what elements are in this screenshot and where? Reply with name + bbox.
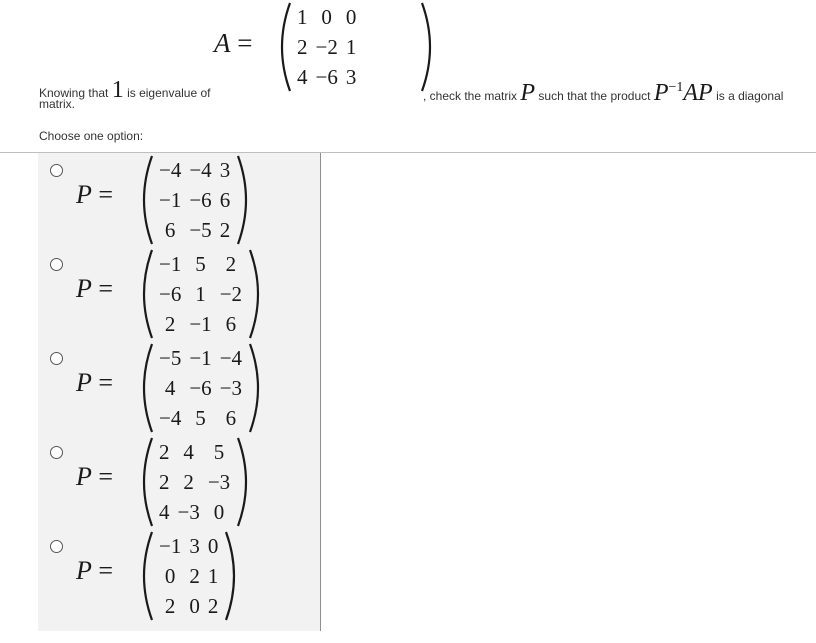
option-3-label: P = — [76, 368, 114, 397]
option-4-entry-3-2: −3 — [177, 500, 200, 524]
option-2-entry-1-3: 2 — [225, 252, 237, 276]
matrix-a-entry-1-1: 1 — [297, 5, 308, 29]
option-3-entry-2-1: 4 — [164, 376, 176, 400]
option-3-entry-1-2: −1 — [189, 346, 212, 370]
option-1-entry-2-1: −1 — [159, 188, 182, 212]
eigenvalue-value: 1 — [111, 77, 124, 103]
option-2-matrix-entries — [155, 249, 246, 339]
option-5-entry-1-2: 3 — [189, 534, 200, 558]
option-4-entry-1-3: 5 — [213, 440, 225, 464]
option-3-entry-3-2: 5 — [195, 406, 206, 430]
option-2-row-3 — [155, 309, 246, 339]
matrix-a-entry-3-1: 4 — [297, 65, 308, 89]
option-5-entry-3-2: 0 — [189, 594, 200, 618]
option-3-matrix-entries — [155, 343, 246, 433]
option-3-entry-1-1: −5 — [159, 346, 182, 370]
p-symbol: P — [520, 80, 536, 106]
option-3-row-2 — [155, 373, 246, 403]
option-2[interactable] — [38, 247, 320, 341]
option-5-entry-1-3: 0 — [207, 534, 219, 558]
option-4-entry-1-2: 4 — [183, 440, 194, 464]
radio-button-option-1[interactable] — [50, 164, 63, 177]
option-5-entry-3-1: 2 — [164, 594, 176, 618]
option-2-entry-3-1: 2 — [164, 312, 176, 336]
option-4-entry-3-1: 4 — [159, 500, 170, 524]
option-5-entry-3-3: 2 — [207, 594, 219, 618]
option-1-matrix-entries — [155, 155, 234, 245]
radio-button-option-2[interactable] — [50, 258, 63, 271]
option-2-row-1 — [155, 249, 246, 279]
option-2-entry-2-1: −6 — [159, 282, 182, 306]
option-1-entry-3-3: 2 — [219, 218, 231, 242]
option-5-entry-2-3: 1 — [207, 564, 219, 588]
option-1[interactable] — [38, 153, 320, 247]
choose-prompt: Choose one option: — [39, 129, 144, 143]
option-3-row-3 — [155, 403, 246, 433]
option-1-label: P = — [76, 180, 114, 209]
option-1-entry-2-2: −6 — [189, 188, 212, 212]
radio-button-option-5[interactable] — [50, 540, 63, 553]
option-2-entry-1-2: 5 — [195, 252, 206, 276]
option-5-entry-2-2: 2 — [189, 564, 200, 588]
option-3-row-1 — [155, 343, 246, 373]
matrix-a — [276, 0, 436, 94]
radio-button-option-3[interactable] — [50, 352, 63, 365]
option-2-entry-3-3: 6 — [225, 312, 237, 336]
option-5-row-3 — [155, 591, 222, 621]
option-1-matrix — [136, 153, 326, 247]
matrix-a-entry-3-3: 3 — [345, 65, 357, 89]
option-5-matrix-entries — [155, 531, 222, 621]
option-2-entry-2-2: 1 — [195, 282, 206, 306]
matrix-a-entry-2-3: 1 — [345, 35, 357, 59]
matrix-a-entry-1-2: 0 — [321, 5, 332, 29]
option-2-entry-3-2: −1 — [189, 312, 212, 336]
option-3-entry-1-3: −4 — [219, 346, 243, 370]
option-3-entry-3-1: −4 — [159, 406, 182, 430]
option-4-row-1 — [155, 437, 234, 467]
option-5-entry-2-1: 0 — [164, 564, 176, 588]
option-4-entry-2-2: 2 — [183, 470, 194, 494]
option-2-entry-1-1: −1 — [159, 252, 182, 276]
option-5[interactable] — [38, 529, 320, 623]
option-4-matrix-entries — [155, 437, 234, 527]
option-4-row-3 — [155, 497, 234, 527]
option-5-label: P = — [76, 556, 114, 585]
option-4-entry-1-1: 2 — [159, 440, 170, 464]
matrix-a-row-1 — [293, 2, 360, 32]
option-1-entry-1-2: −4 — [189, 158, 212, 182]
option-4-matrix — [136, 435, 326, 529]
option-5-row-1 — [155, 531, 222, 561]
matrix-a-entry-3-2: −6 — [315, 65, 338, 89]
matrix-a-entry-2-2: −2 — [315, 35, 338, 59]
option-1-entry-1-1: −4 — [159, 158, 182, 182]
matrix-a-entry-1-3: 0 — [345, 5, 357, 29]
option-1-row-2 — [155, 185, 234, 215]
product-expression: $P^{-1}AP$ — [653, 80, 713, 106]
option-4-entry-2-3: −3 — [207, 470, 231, 494]
matrix-a-row-3 — [293, 62, 360, 92]
question-line-1-continued: , check the matrix P such that the product $P^{-1}AP$ is a diagonal — [423, 80, 784, 106]
option-3-matrix — [136, 341, 326, 435]
option-1-entry-1-3: 3 — [219, 158, 231, 182]
question-line-2: matrix. — [39, 97, 75, 111]
option-3-entry-2-3: −3 — [219, 376, 243, 400]
option-2-label: P = — [76, 274, 114, 303]
option-4-entry-3-3: 0 — [213, 500, 225, 524]
option-3[interactable] — [38, 341, 320, 435]
option-5-matrix — [136, 529, 326, 623]
option-5-entry-1-1: −1 — [159, 534, 182, 558]
options-list — [38, 153, 321, 631]
option-1-entry-3-2: −5 — [189, 218, 212, 242]
radio-button-option-4[interactable] — [50, 446, 63, 459]
option-5-row-2 — [155, 561, 222, 591]
matrix-a-row-2 — [293, 32, 360, 62]
option-3-entry-3-3: 6 — [225, 406, 237, 430]
option-2-entry-2-3: −2 — [219, 282, 243, 306]
option-4-row-2 — [155, 467, 234, 497]
option-4-entry-2-1: 2 — [159, 470, 170, 494]
option-1-entry-3-1: 6 — [164, 218, 176, 242]
matrix-a-entries — [293, 2, 360, 92]
question-line-1: Knowing that 1 is eigenvalue of — [39, 77, 211, 103]
option-1-entry-2-3: 6 — [219, 188, 231, 212]
option-2-row-2 — [155, 279, 246, 309]
option-4[interactable] — [38, 435, 320, 529]
matrix-a-entry-2-1: 2 — [297, 35, 308, 59]
matrix-a-label: A = — [214, 28, 253, 58]
option-3-entry-2-2: −6 — [189, 376, 212, 400]
option-1-row-1 — [155, 155, 234, 185]
option-2-matrix — [136, 247, 326, 341]
option-4-label: P = — [76, 462, 114, 491]
option-1-row-3 — [155, 215, 234, 245]
